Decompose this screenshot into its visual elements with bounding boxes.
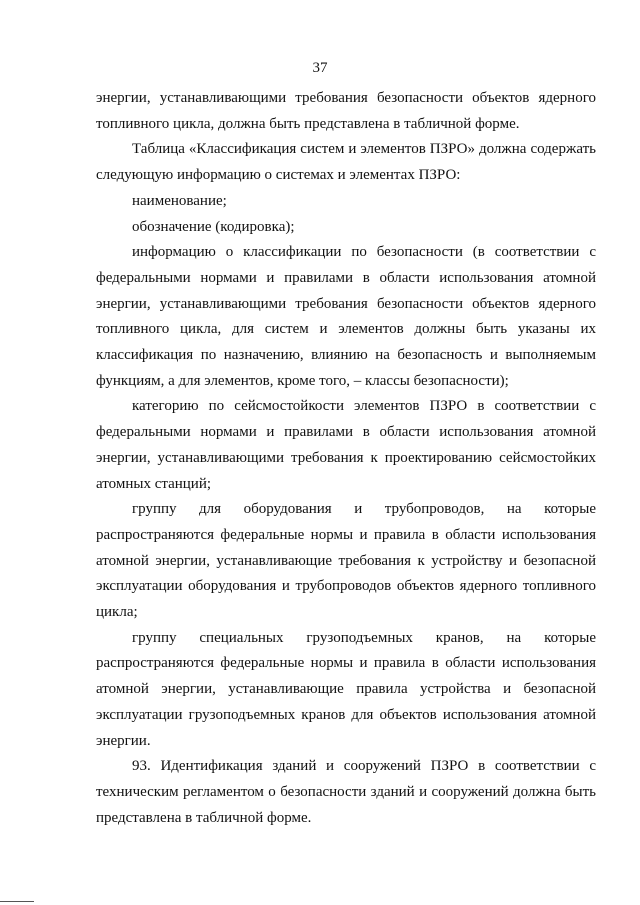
page-number: 37 — [312, 60, 328, 76]
list-item-safety-classification: информацию о классификации по безопасности (в соответствии с федеральными нормами и правилами в области использования атомной энергии, устанавливающими требования безопасности объектов ядерного топливного цикла, для систем и элементов должны быть указаны их классификация по назначению, влиянию на безопасность и выполняемым функциям, а для элементов, кроме того, – классы безопасности); — [96, 244, 596, 389]
footer-rule — [0, 901, 34, 902]
paragraph-item-93: 93. Идентификация зданий и сооружений ПЗРО в соответствии с техническим регламентом о безопасности зданий и сооружений должна быть представлена в табличной форме. — [96, 758, 596, 826]
list-item-designation: обозначение (кодировка); — [132, 218, 295, 235]
list-item-seismic-category: категорию по сейсмостойкости элементов ПЗРО в соответствии с федеральными нормами и правилами в области использования атомной энергии, устанавливающими требования к проектированию сейсмостойких атомных станций; — [96, 398, 596, 492]
document-body — [96, 86, 596, 831]
list-item-equipment-group: группу для оборудования и трубопроводов, на которые распространяются федеральные нормы и правила в области использования атомной энергии, устанавливающие требования к устройству и безопасной эксплуатации оборудования и трубопроводов объектов ядерного топливного цикла; — [96, 501, 596, 621]
paragraph-continuation: энергии, устанавливающими требования безопасности объектов ядерного топливного цикла, должна быть представлена в табличной форме. — [96, 90, 596, 132]
paragraph-table-intro: Таблица «Классификация систем и элементов ПЗРО» должна содержать следующую информацию о системах и элементах ПЗРО: — [96, 141, 596, 184]
list-item-name: наименование; — [132, 192, 227, 209]
list-item-crane-group: группу специальных грузоподъемных кранов, на которые распространяются федеральные нормы и правила в области использования атомной энергии, устанавливающие правила устройства и безопасной эксплуатации грузоподъемных кранов для объектов использования атомной энергии. — [96, 629, 596, 749]
